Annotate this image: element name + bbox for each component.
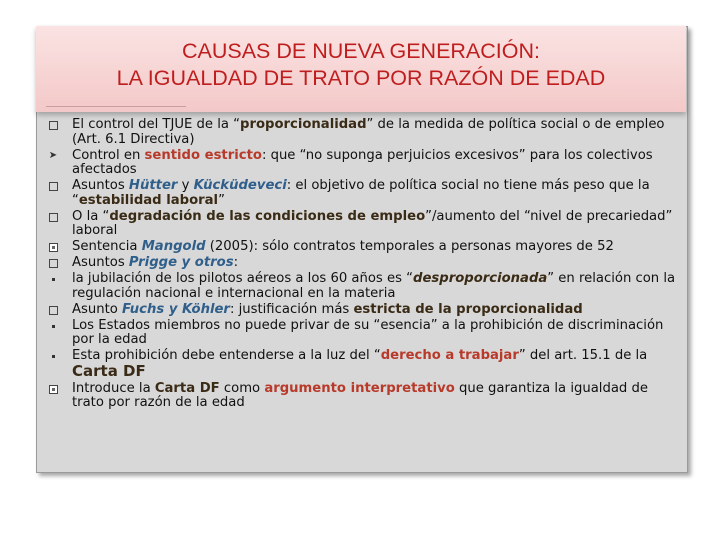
list-item: Asunto Fuchs y Köhler: justificación más estricta de la proporcionalidad (46, 303, 676, 318)
list-item: O la “degradación de las condiciones de empleo”/aumento del “nivel de precariedad” laboral (46, 210, 676, 239)
list-item: Los Estados miembros no puede privar de su “esencia” a la prohibición de discriminación por la edad (46, 319, 676, 348)
checkbox-icon (46, 256, 60, 274)
filled-checkbox-icon (46, 382, 60, 400)
title-divider (46, 106, 186, 107)
list-item: Sentencia Mangold (2005): sólo contratos temporales a personas mayores de 52 (46, 240, 676, 255)
slide-title (36, 38, 686, 92)
checkbox-icon (46, 210, 60, 228)
square-dot-icon (46, 349, 60, 364)
square-dot-icon (46, 319, 60, 334)
checkbox-icon (46, 118, 60, 136)
list-item: Esta prohibición debe entenderse a la luz del “derecho a trabajar” del art. 15.1 de la Carta DF (46, 349, 676, 380)
filled-checkbox-icon (46, 240, 60, 258)
list-item: Introduce la Carta DF como argumento interpretativo que garantiza la igualdad de trato por razón de la edad (46, 382, 676, 411)
list-item: Asuntos Prigge y otros: (46, 256, 676, 271)
list-item: ➤ Control en sentido estricto: que “no suponga perjuicios excesivos” para los colectivos afectados (46, 149, 676, 178)
list-item: Asuntos Hütter y Kücküdeveci: el objetivo de política social no tiene más peso que la “estabilidad laboral” (46, 179, 676, 208)
square-dot-icon (46, 272, 60, 287)
title-line-1: CAUSAS DE NUEVA GENERACIÓN: (181, 39, 540, 63)
checkbox-icon (46, 303, 60, 321)
bullet-list (46, 118, 676, 411)
list-item: El control del TJUE de la “proporcionalidad” de la medida de política social o de empleo (Art. 6.1 Directiva) (46, 118, 676, 147)
title-line-2: LA IGUALDAD DE TRATO POR RAZÓN DE EDAD (116, 66, 606, 90)
arrow-icon: ➤ (48, 149, 58, 161)
checkbox-icon (46, 179, 60, 197)
list-item: la jubilación de los pilotos aéreos a los 60 años es “desproporcionada” en relación con la regulación nacional e internacional en la materia (46, 272, 676, 301)
